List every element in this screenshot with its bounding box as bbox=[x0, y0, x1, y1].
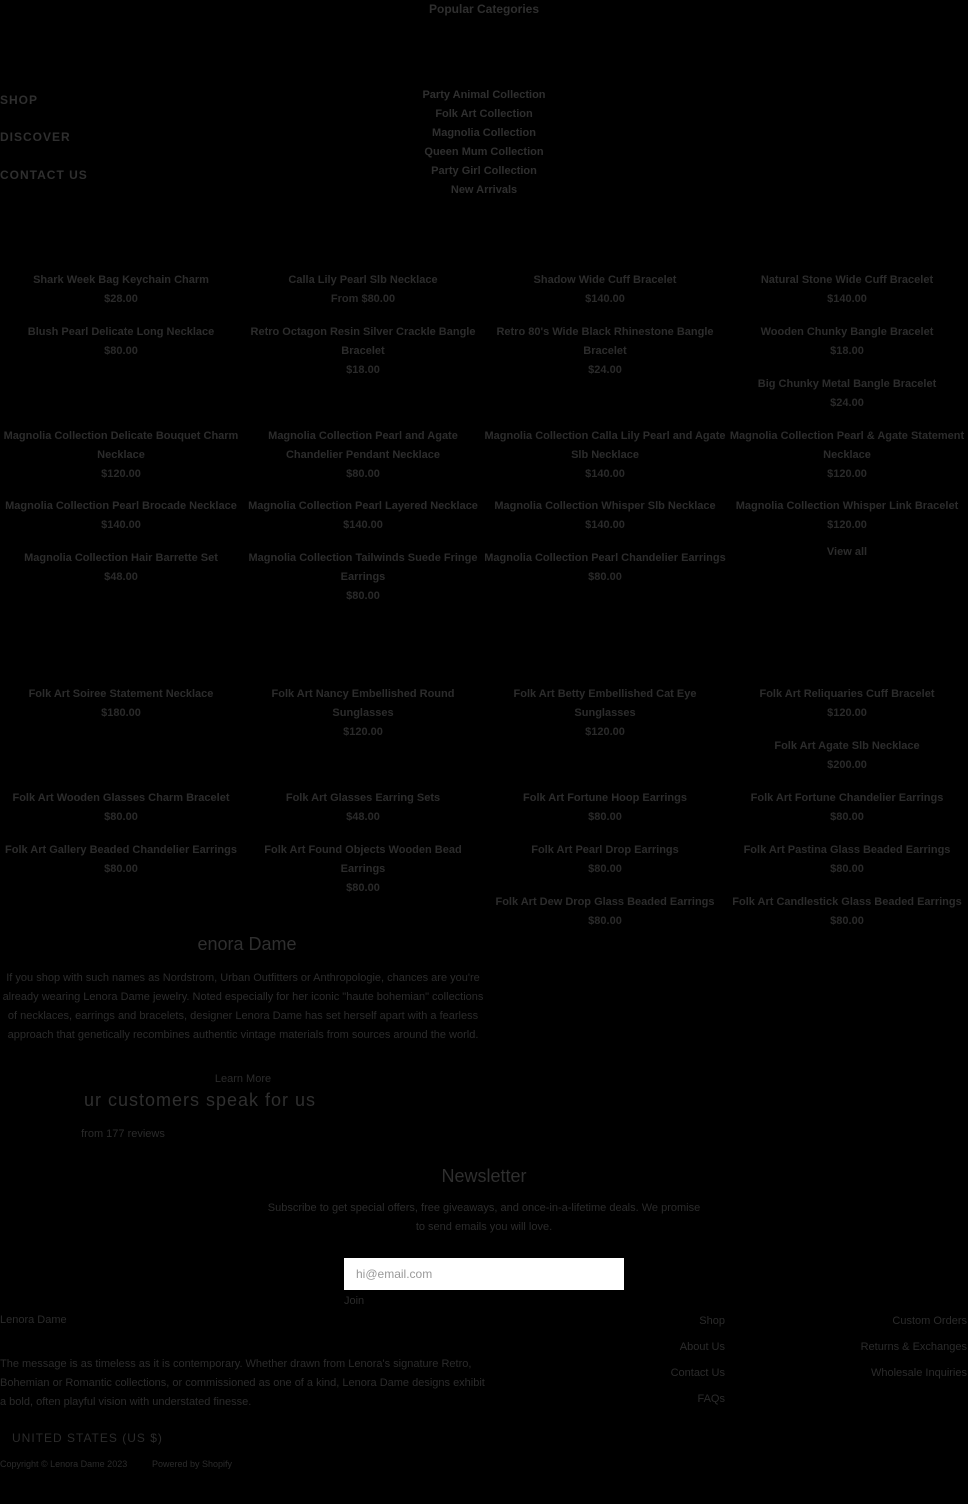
collection-link[interactable]: Queen Mum Collection bbox=[424, 146, 544, 158]
footer-link-shop[interactable]: Shop bbox=[699, 1315, 725, 1327]
product-name: Folk Art Gallery Beaded Chandelier Earrings bbox=[5, 844, 237, 856]
product-name: Magnolia Collection Calla Lily Pearl and Agate Slb Necklace bbox=[484, 430, 726, 461]
product-card[interactable] bbox=[242, 271, 484, 309]
product-card[interactable] bbox=[726, 497, 968, 535]
newsletter-heading: Newsletter bbox=[441, 1166, 527, 1186]
product-card[interactable] bbox=[726, 737, 968, 775]
product-price: $80.00 bbox=[588, 571, 622, 583]
newsletter-description: Subscribe to get special offers, free giveaways, and once-in-a-lifetime deals. We promise to send emails you will love. bbox=[267, 1202, 701, 1233]
footer-link-returns[interactable]: Returns & Exchanges bbox=[860, 1341, 967, 1353]
nav-discover[interactable]: DISCOVER bbox=[0, 130, 71, 144]
product-name: Retro Octagon Resin Silver Crackle Bangle Bracelet bbox=[250, 326, 476, 357]
product-card[interactable] bbox=[726, 271, 968, 309]
product-price: $180.00 bbox=[101, 707, 141, 719]
product-card[interactable] bbox=[242, 323, 484, 380]
product-name: Folk Art Found Objects Wooden Bead Earrings bbox=[264, 844, 462, 875]
product-name: Magnolia Collection Tailwinds Suede Fringe Earrings bbox=[248, 552, 478, 583]
product-card[interactable] bbox=[0, 323, 242, 361]
product-name: Folk Art Dew Drop Glass Beaded Earrings bbox=[495, 896, 715, 908]
product-name: Folk Art Agate Slb Necklace bbox=[774, 740, 920, 752]
product-card[interactable] bbox=[242, 841, 484, 898]
product-price: $48.00 bbox=[346, 811, 380, 823]
footer-link-contact-us[interactable]: Contact Us bbox=[670, 1367, 725, 1379]
product-card[interactable] bbox=[0, 271, 242, 309]
product-card[interactable] bbox=[484, 841, 726, 879]
product-name: Folk Art Nancy Embellished Round Sunglasses bbox=[271, 688, 455, 719]
product-card[interactable] bbox=[484, 323, 726, 380]
product-price: $28.00 bbox=[104, 293, 138, 305]
product-card[interactable] bbox=[726, 893, 968, 931]
product-card[interactable] bbox=[726, 789, 968, 827]
reviews-count: from 177 reviews bbox=[81, 1128, 165, 1140]
product-price: From $80.00 bbox=[330, 293, 396, 305]
product-name: Retro 80's Wide Black Rhinestone Bangle Bracelet bbox=[496, 326, 714, 357]
footer-description: The message is as timeless as it is contemporary. Whether drawn from Lenora's signature Retro, Bohemian or Romantic collections, or commissioned as one of a kind, Lenora Dame designs exhibit a bold, often playful vision with understated finesse. bbox=[0, 1358, 485, 1408]
product-name: Big Chunky Metal Bangle Bracelet bbox=[757, 378, 937, 390]
product-price: $80.00 bbox=[346, 468, 380, 480]
product-price: $24.00 bbox=[588, 364, 622, 376]
product-price: $140.00 bbox=[101, 519, 141, 531]
product-name: Folk Art Fortune Hoop Earrings bbox=[523, 792, 687, 804]
collection-link[interactable]: Magnolia Collection bbox=[432, 127, 536, 139]
product-price: $80.00 bbox=[346, 882, 380, 894]
product-price: $140.00 bbox=[585, 293, 625, 305]
product-card[interactable] bbox=[242, 427, 484, 484]
product-price: $140.00 bbox=[585, 519, 625, 531]
product-price: $80.00 bbox=[830, 811, 864, 823]
product-name: Calla Lily Pearl Slb Necklace bbox=[288, 274, 438, 286]
product-price: $80.00 bbox=[346, 590, 380, 602]
footer-link-wholesale[interactable]: Wholesale Inquiries bbox=[871, 1367, 967, 1379]
product-card[interactable] bbox=[242, 685, 484, 742]
product-card[interactable] bbox=[484, 427, 726, 484]
footer-links-secondary bbox=[780, 1308, 967, 1386]
product-card[interactable] bbox=[484, 497, 726, 535]
collection-link[interactable]: New Arrivals bbox=[450, 184, 518, 196]
product-name: Folk Art Soiree Statement Necklace bbox=[28, 688, 214, 700]
product-price: $140.00 bbox=[343, 519, 383, 531]
product-name: Magnolia Collection Hair Barrette Set bbox=[24, 552, 218, 564]
product-card[interactable] bbox=[726, 375, 968, 413]
product-name: Shark Week Bag Keychain Charm bbox=[33, 274, 209, 286]
product-name: Folk Art Glasses Earring Sets bbox=[285, 792, 441, 804]
product-price: $80.00 bbox=[588, 863, 622, 875]
learn-more-link[interactable]: Learn More bbox=[214, 1073, 272, 1085]
product-name: Magnolia Collection Delicate Bouquet Charm Necklace bbox=[3, 430, 239, 461]
footer-link-custom-orders[interactable]: Custom Orders bbox=[892, 1315, 967, 1327]
product-price: $80.00 bbox=[104, 345, 138, 357]
product-price: $140.00 bbox=[585, 468, 625, 480]
footer-link-faqs[interactable]: FAQs bbox=[697, 1393, 725, 1405]
product-name: Magnolia Collection Pearl Chandelier Earrings bbox=[484, 552, 726, 564]
collection-link[interactable]: Folk Art Collection bbox=[435, 108, 533, 120]
product-card[interactable] bbox=[726, 685, 968, 723]
product-card[interactable] bbox=[0, 685, 242, 723]
brand-heading: enora Dame bbox=[197, 934, 297, 954]
product-price: $120.00 bbox=[101, 468, 141, 480]
product-price: $200.00 bbox=[827, 759, 867, 771]
footer-link-about-us[interactable]: About Us bbox=[679, 1341, 725, 1353]
product-price: $120.00 bbox=[827, 519, 867, 531]
product-name: Magnolia Collection Pearl Layered Necklace bbox=[248, 500, 478, 512]
product-card[interactable] bbox=[726, 841, 968, 879]
product-card[interactable] bbox=[726, 323, 968, 361]
product-name: Folk Art Fortune Chandelier Earrings bbox=[750, 792, 944, 804]
product-card[interactable] bbox=[0, 427, 242, 484]
product-name: Magnolia Collection Whisper Slb Necklace bbox=[494, 500, 716, 512]
product-card[interactable] bbox=[484, 549, 726, 587]
footer-brand: Lenora Dame bbox=[0, 1314, 67, 1326]
product-name: Wooden Chunky Bangle Bracelet bbox=[760, 326, 934, 338]
join-button[interactable]: Join bbox=[344, 1293, 376, 1309]
product-price: $120.00 bbox=[827, 707, 867, 719]
product-name: Magnolia Collection Whisper Link Bracelet bbox=[735, 500, 959, 512]
view-all-link[interactable]: View all bbox=[826, 546, 868, 558]
product-card[interactable] bbox=[242, 497, 484, 535]
brand-description: If you shop with such names as Nordstrom, Urban Outfitters or Anthropologie, chances are you're already wearing Lenora Dame jewelry. Noted especially for her iconic "haute bohemian" collections of necklaces, earrings and bracelets, designer Lenora Dame has set herself apart with a fearless approach that genetically recombines authentic vintage materials from sources around the world. bbox=[2, 972, 484, 1041]
product-card[interactable] bbox=[242, 549, 484, 606]
product-price: $140.00 bbox=[827, 293, 867, 305]
product-name: Folk Art Wooden Glasses Charm Bracelet bbox=[12, 792, 230, 804]
product-price: $18.00 bbox=[346, 364, 380, 376]
product-card[interactable] bbox=[484, 685, 726, 742]
powered-by-link[interactable]: Powered by Shopify bbox=[152, 1459, 233, 1469]
product-price: $80.00 bbox=[104, 863, 138, 875]
product-name: Magnolia Collection Pearl & Agate Statement Necklace bbox=[729, 430, 965, 461]
product-price: $80.00 bbox=[588, 915, 622, 927]
product-name: Folk Art Pastina Glass Beaded Earrings bbox=[743, 844, 951, 856]
reviews-heading: ur customers speak for us bbox=[83, 1090, 317, 1110]
country-selector[interactable]: UNITED STATES (US $) bbox=[12, 1431, 163, 1445]
product-card[interactable] bbox=[484, 789, 726, 827]
product-name: Magnolia Collection Pearl and Agate Chandelier Pendant Necklace bbox=[268, 430, 458, 461]
product-card[interactable] bbox=[484, 271, 726, 309]
nav-contact-us[interactable]: CONTACT US bbox=[0, 168, 88, 182]
product-name: Natural Stone Wide Cuff Bracelet bbox=[760, 274, 934, 286]
product-name: Folk Art Candlestick Glass Beaded Earrings bbox=[732, 896, 962, 908]
collection-link[interactable]: Party Girl Collection bbox=[431, 165, 537, 177]
product-price: $24.00 bbox=[830, 397, 864, 409]
product-price: $18.00 bbox=[830, 345, 864, 357]
product-name: Folk Art Reliquaries Cuff Bracelet bbox=[759, 688, 935, 700]
product-card[interactable] bbox=[242, 789, 484, 827]
product-price: $48.00 bbox=[104, 571, 138, 583]
product-card[interactable] bbox=[0, 841, 242, 879]
product-price: $80.00 bbox=[830, 863, 864, 875]
product-price: $120.00 bbox=[585, 726, 625, 738]
product-card[interactable] bbox=[0, 497, 242, 535]
product-price: $80.00 bbox=[588, 811, 622, 823]
product-price: $80.00 bbox=[104, 811, 138, 823]
product-name: Folk Art Pearl Drop Earrings bbox=[531, 844, 679, 856]
product-card[interactable] bbox=[0, 549, 242, 587]
product-price: $120.00 bbox=[343, 726, 383, 738]
product-name: Folk Art Betty Embellished Cat Eye Sunglasses bbox=[513, 688, 697, 719]
product-card[interactable] bbox=[484, 893, 726, 931]
product-card[interactable] bbox=[0, 789, 242, 827]
footer-links-primary bbox=[600, 1308, 725, 1412]
popular-categories-title: Popular Categories bbox=[428, 2, 540, 16]
product-price: $120.00 bbox=[827, 468, 867, 480]
product-name: Shadow Wide Cuff Bracelet bbox=[533, 274, 677, 286]
email-input[interactable] bbox=[344, 1258, 624, 1290]
product-price: $80.00 bbox=[830, 915, 864, 927]
product-card[interactable] bbox=[726, 427, 968, 484]
collections-menu bbox=[380, 86, 588, 200]
product-name: Blush Pearl Delicate Long Necklace bbox=[27, 326, 215, 338]
copyright-text: Copyright © Lenora Dame 2023 bbox=[0, 1459, 128, 1469]
collection-link[interactable]: Party Animal Collection bbox=[422, 89, 546, 101]
product-name: Magnolia Collection Pearl Brocade Necklace bbox=[5, 500, 237, 512]
nav-shop[interactable]: SHOP bbox=[0, 93, 39, 107]
